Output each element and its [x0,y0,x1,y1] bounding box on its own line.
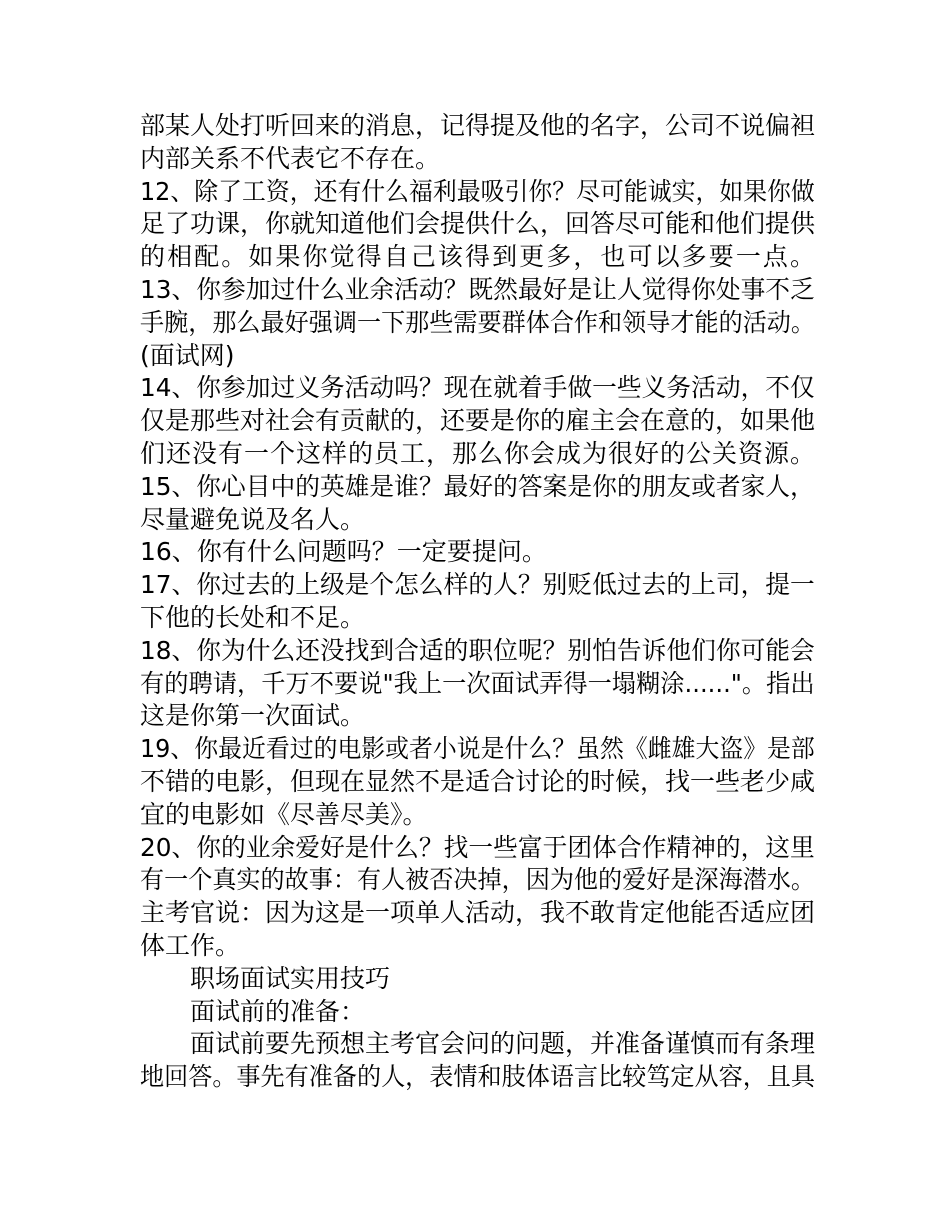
text-line: 内部关系不代表它不存在。 [140,143,441,173]
text-line: 有的聘请，千万不要说"我上一次面试弄得一塌糊涂......"。指出 [140,668,815,698]
document-body [140,110,818,1094]
text-line: 12、除了工资，还有什么福利最吸引你？尽可能诚实，如果你做 [140,176,815,206]
text-line: 下他的长处和不足。 [140,602,366,632]
text-line: 足了功课，你就知道他们会提供什么，回答尽可能和他们提供 [140,209,816,239]
text-line: 主考官说：因为这是一项单人活动，我不敢肯定他能否适应团 [140,898,816,928]
text-line: 仅是那些对社会有贡献的，还要是你的雇主会在意的，如果他 [140,406,816,436]
text-line: 的相配。如果你觉得自己该得到更多，也可以多要一点。 [140,242,818,272]
text-line: 15、你心目中的英雄是谁？最好的答案是你的朋友或者家人， [140,471,815,501]
text-line: 20、你的业余爱好是什么？找一些富于团体合作精神的，这里 [140,832,815,862]
text-line: 17、你过去的上级是个怎么样的人？别贬低过去的上司，提一 [140,570,815,600]
text-line: (面试网) [140,340,235,370]
text-line: 宜的电影如《尽善尽美》。 [140,799,428,829]
text-line: 职场面试实用技巧 [190,963,391,993]
text-line: 面试前要先预想主考官会问的问题，并准备谨慎而有条理 [190,1029,816,1059]
text-line: 不错的电影，但现在显然不是适合讨论的时候，找一些老少咸 [140,766,816,796]
text-line: 16、你有什么问题吗？一定要提问。 [140,537,547,567]
text-line: 们还没有一个这样的员工，那么你会成为很好的公关资源。 [140,438,817,468]
text-line: 体工作。 [140,930,241,960]
text-line: 地回答。事先有准备的人，表情和肢体语言比较笃定从容，且具 [140,1062,816,1092]
text-line: 部某人处打听回来的消息，记得提及他的名字，公司不说偏袒 [140,111,816,140]
text-line: 手腕，那么最好强调一下那些需要群体合作和领导才能的活动。 [140,307,816,337]
text-line: 13、你参加过什么业余活动？既然最好是让人觉得你处事不乏 [140,274,815,304]
text-line: 面试前的准备： [190,996,366,1026]
text-line: 尽量避免说及名人。 [140,504,366,534]
text-line: 这是你第一次面试。 [140,701,366,731]
text-line: 18、你为什么还没找到合适的职位呢？别怕告诉他们你可能会 [140,635,815,665]
text-line: 有一个真实的故事：有人被否决掉，因为他的爱好是深海潜水。 [140,865,816,895]
text-line: 19、你最近看过的电影或者小说是什么？虽然《雌雄大盗》是部 [140,734,815,764]
text-line: 14、你参加过义务活动吗？现在就着手做一些义务活动，不仅 [140,373,815,403]
